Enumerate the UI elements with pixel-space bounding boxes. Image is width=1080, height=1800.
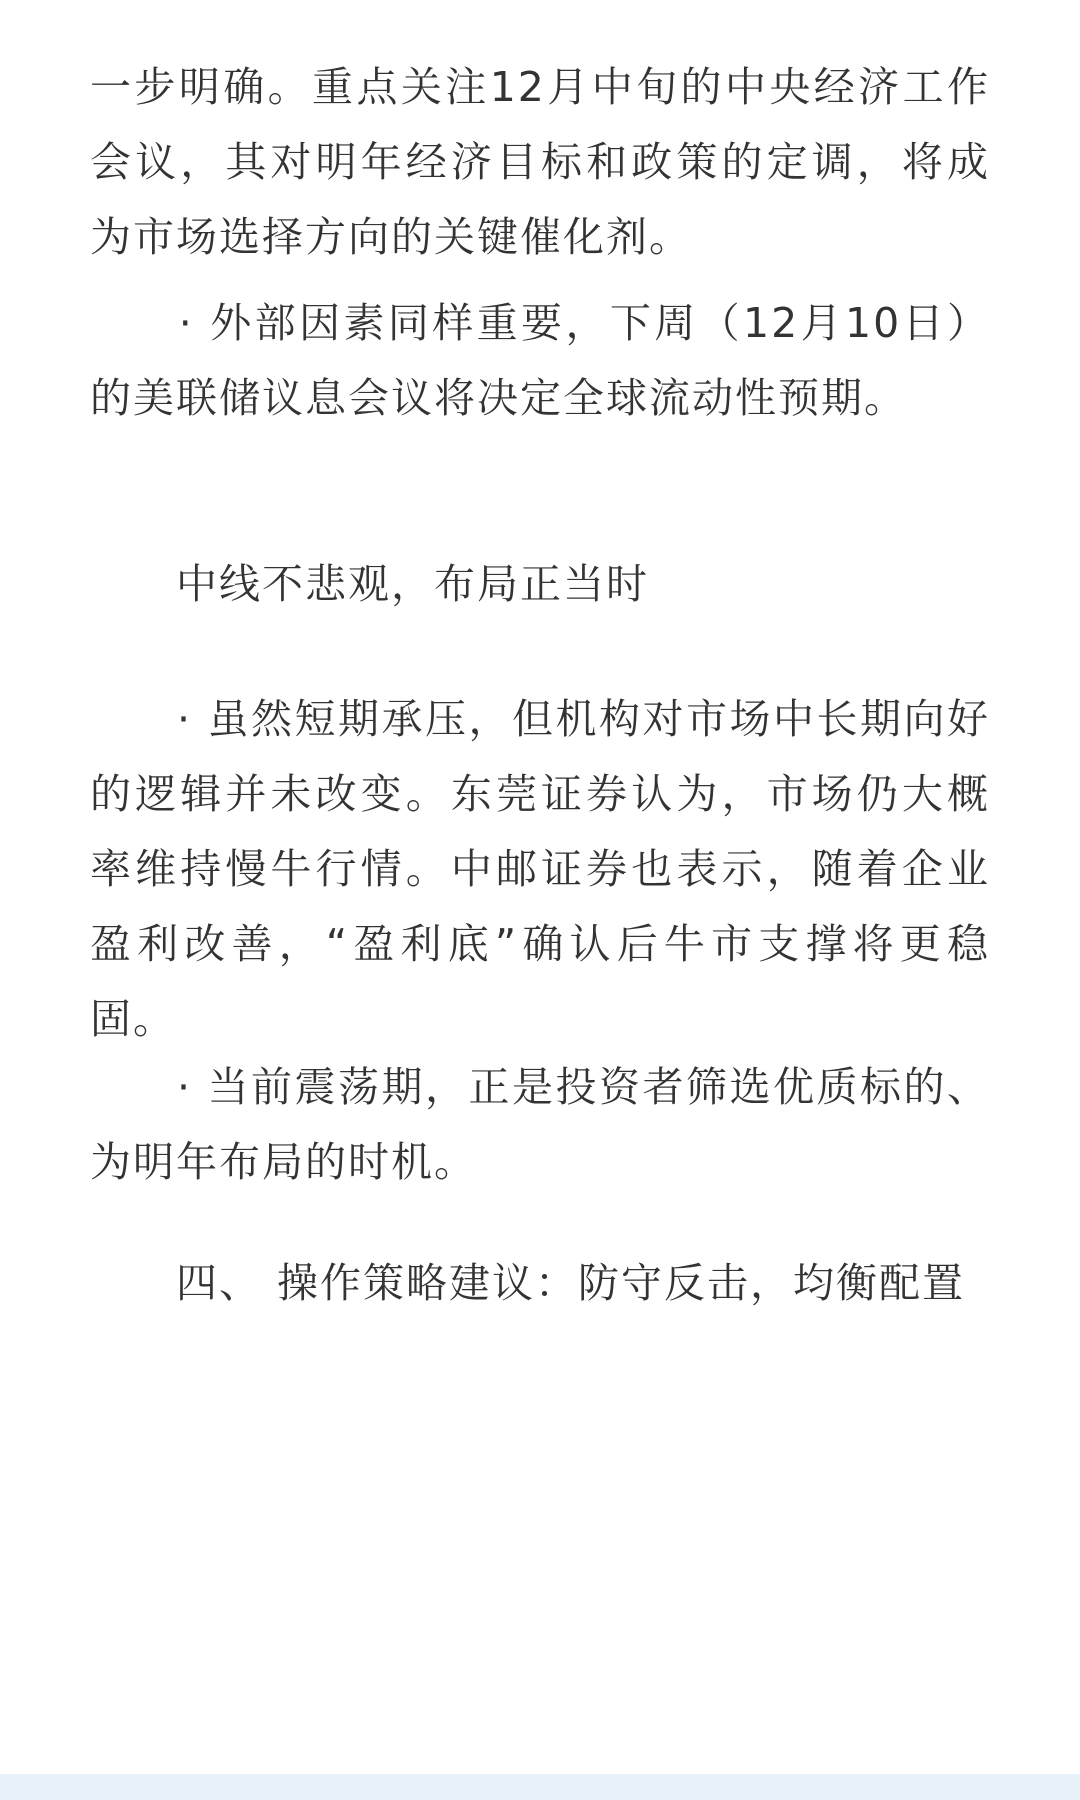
section-heading-midterm: 中线不悲观，布局正当时 <box>90 560 649 608</box>
paragraph-consolidation-timing: · 当前震荡期，正是投资者筛选优质标的、为明年布局的时机。 <box>90 1063 990 1186</box>
paragraph-institutional-view: · 虽然短期承压，但机构对市场中长期向好的逻辑并未改变。东莞证券认为，市场仍大概率维持慢牛行情。中邮证券也表示，随着企业盈利改善，“盈利底”确认后牛市支撑将更稳固。 <box>90 695 990 1043</box>
paragraph-external-factors: · 外部因素同样重要，下周（12月10日）的美联储议息会议将决定全球流动性预期。 <box>90 299 990 422</box>
section-heading-strategy: 四、 操作策略建议：防守反击，均衡配置 <box>90 1259 966 1307</box>
bottom-band <box>0 1774 1080 1800</box>
paragraph-policy-focus: 一步明确。重点关注12月中旬的中央经济工作会议，其对明年经济目标和政策的定调，将成为市场选择方向的关键催化剂。 <box>90 63 990 261</box>
